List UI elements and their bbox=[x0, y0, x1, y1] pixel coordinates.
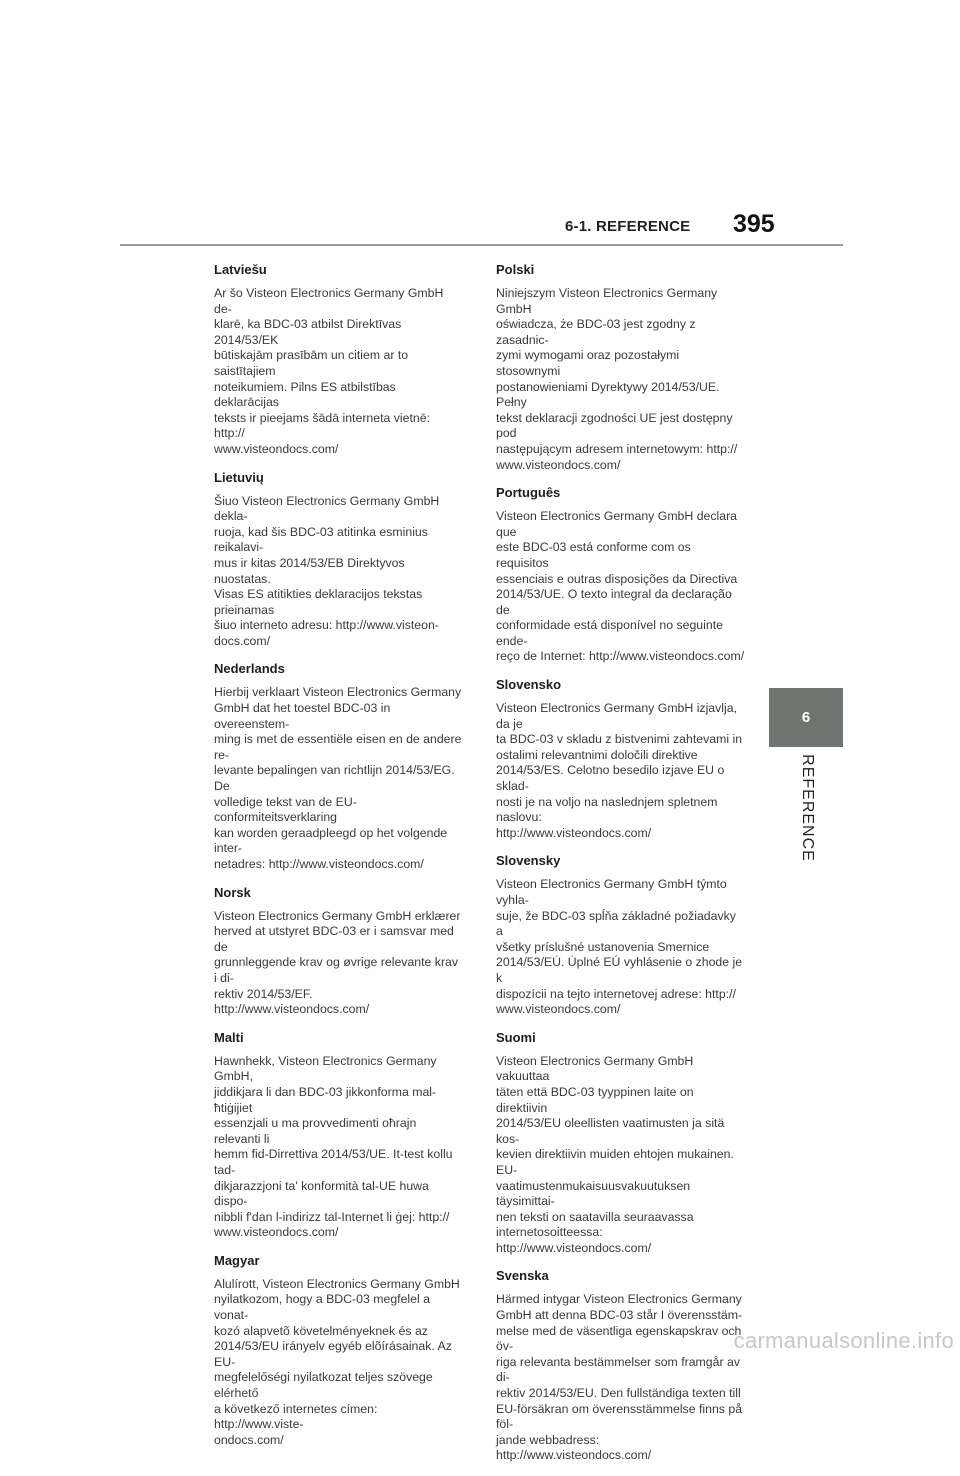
declaration-slovensky bbox=[496, 853, 746, 1017]
chapter-label: REFERENCE bbox=[799, 754, 816, 862]
declaration-text: Hierbij verklaart Visteon Electronics Germany GmbH dat het toestel BDC-03 in overeenstem- ming is met de essentiële eisen en de andere re- levante bepalingen van richtlijn 2014/53/EG. De volledige tekst van de EU-conformiteitsverklaring kan worden geraadpleegd op het volgende inter- netadres: http://www.visteondocs.com/ bbox=[214, 685, 462, 871]
declaration-text: Hawnhekk, Visteon Electronics Germany GmbH, jiddikjara li dan BDC-03 jikkonforma mal-ħtiġijiet essenzjali u ma provvedimenti oħrajn relevanti li hemm fid-Dirrettiva 2014/53/UE. It-test kollu tad- dikjarazzjoni ta' konformità tal-UE huwa dispo- nibbli f'dan l-indirizz tal-Internet li ġej: http:// www.visteondocs.com/ bbox=[214, 1053, 453, 1240]
language-heading: Norsk bbox=[214, 884, 251, 900]
declaration-text: Visteon Electronics Germany GmbH declara que este BDC-03 está conforme com os requisitos essenciais e outras disposições da Directiva 2014/53/UE. O texto integral da declaração de conformidade está disponível no seguinte ende- reço de Internet: http://www.visteondocs.com/ bbox=[496, 509, 745, 664]
language-heading: Malti bbox=[214, 1029, 244, 1045]
language-heading: Slovensko bbox=[496, 677, 562, 693]
declaration-text: Alulírott, Visteon Electronics Germany GmbH nyilatkozom, hogy a BDC-03 megfelel a vonat- kozó alapvetõ követelményeknek és az 2014/53/EU irányelv egyéb elõírásainak. Az EU- megfelelőségi nyilatkozat teljes szövege elérhető a következő internetes címen: http://www.viste- ondocs.com/ bbox=[214, 1276, 460, 1447]
chapter-number: 6 bbox=[801, 709, 811, 726]
declaration-text: Niniejszym Visteon Electronics Germany GmbH oświadcza, że BDC-03 jest zgodny z zasadnic- zymi wymogami oraz pozostałymi stosownymi postanowieniami Dyrektywy 2014/53/UE. Pełny tekst deklaracji zgodności UE jest dostępny pod następującym adresem internetowym: http:// www.visteondocs.com/ bbox=[496, 286, 738, 472]
declaration-text: Visteon Electronics Germany GmbH týmto vyhla- suje, že BDC-03 spĺňa základné požiadavky a všetky príslušné ustanovenia Smernice 2014/53/EÚ. Úplné EÚ vyhlásenie o zhode je k dispozícii na tejto internetovej adrese: http:// www.visteondocs.com/ bbox=[496, 877, 743, 1017]
header-divider bbox=[120, 244, 843, 246]
declaration-text: Härmed intygar Visteon Electronics Germany GmbH att denna BDC-03 står I överensstäm- melse med de väsentliga egenskapskrav och öv- riga relevanta bestämmelser som framgår av di- rektiv 2014/53/EU. Den fullständiga texten till EU-försäkran om överensstämmelse finns på föl- jande webbadress: http://www.visteondocs.com/ bbox=[496, 1292, 743, 1463]
language-heading: Magyar bbox=[214, 1252, 260, 1268]
language-heading: Suomi bbox=[496, 1029, 536, 1045]
language-heading: Nederlands bbox=[214, 661, 285, 677]
declaration-malti bbox=[214, 1030, 464, 1241]
declaration-slovensko bbox=[496, 677, 746, 841]
chapter-tab bbox=[769, 688, 843, 747]
declaration-text: Šiuo Visteon Electronics Germany GmbH dekla- ruoja, kad šis BDC-03 atitinka esminius reikalavi- mus ir kitas 2014/53/EB Direktyvos nuostatas. Visas ES atitikties deklaracijos tekstas prieinamas šiuo interneto adresu: http://www.visteon- docs.com/ bbox=[214, 493, 440, 648]
declaration-nederlands bbox=[214, 661, 464, 872]
footer-watermark: carmanualsonline.info bbox=[733, 1328, 954, 1353]
left-column bbox=[214, 262, 464, 1460]
declaration-text: Visteon Electronics Germany GmbH vakuuttaa täten että BDC-03 tyyppinen laite on direktiivin 2014/53/EU oleellisten vaatimusten ja sitä kos- kevien direktiivin muiden ehtojen mukainen. EU- vaatimustenmukaisuusvakuutuksen täysimittai- nen teksti on saatavilla seuraavassa internetosoitteessa: http://www.visteondocs.com/ bbox=[496, 1053, 734, 1255]
declaration-magyar bbox=[214, 1253, 464, 1449]
declaration-polski bbox=[496, 262, 746, 473]
declaration-norsk bbox=[214, 885, 464, 1018]
declaration-svenska bbox=[496, 1268, 746, 1464]
page-number: 395 bbox=[733, 210, 775, 238]
declaration-text: Visteon Electronics Germany GmbH izjavlja, da je ta BDC-03 v skladu z bistvenimi zahtevami in ostalimi relevantnimi določili direktive 2014/53/ES. Celotno besedilo izjave EU o sklad- nosti je na voljo na naslednjem spletnem naslovu: http://www.visteondocs.com/ bbox=[496, 701, 743, 840]
declaration-portugues bbox=[496, 485, 746, 665]
language-heading: Polski bbox=[496, 262, 535, 277]
declaration-lietuviu bbox=[214, 470, 464, 650]
declaration-text: Ar šo Visteon Electronics Germany GmbH de- klarē, ka BDC-03 atbilst Direktīvas 2014/53/EK būtiskajām prasībām un citiem ar to saistītajiem noteikumiem. Pilns ES atbilstības deklarācijas teksts ir pieejams šādā interneta vietnē: http:// www.visteondocs.com/ bbox=[214, 286, 444, 456]
declaration-latviesu bbox=[214, 262, 464, 458]
language-heading: Latviešu bbox=[214, 262, 267, 277]
language-heading: Lietuvių bbox=[214, 469, 264, 485]
declaration-text: Visteon Electronics Germany GmbH erklærer herved at utstyret BDC-03 er i samsvar med de grunnleggende krav og øvrige relevante krav i di- rektiv 2014/53/EF. http://www.visteondocs.com/ bbox=[214, 908, 461, 1017]
right-column bbox=[496, 262, 746, 1476]
language-heading: Svenska bbox=[496, 1268, 549, 1284]
language-heading: Português bbox=[496, 485, 561, 501]
declaration-suomi bbox=[496, 1030, 746, 1257]
language-heading: Slovensky bbox=[496, 853, 561, 869]
section-title: 6-1. REFERENCE bbox=[565, 218, 691, 235]
